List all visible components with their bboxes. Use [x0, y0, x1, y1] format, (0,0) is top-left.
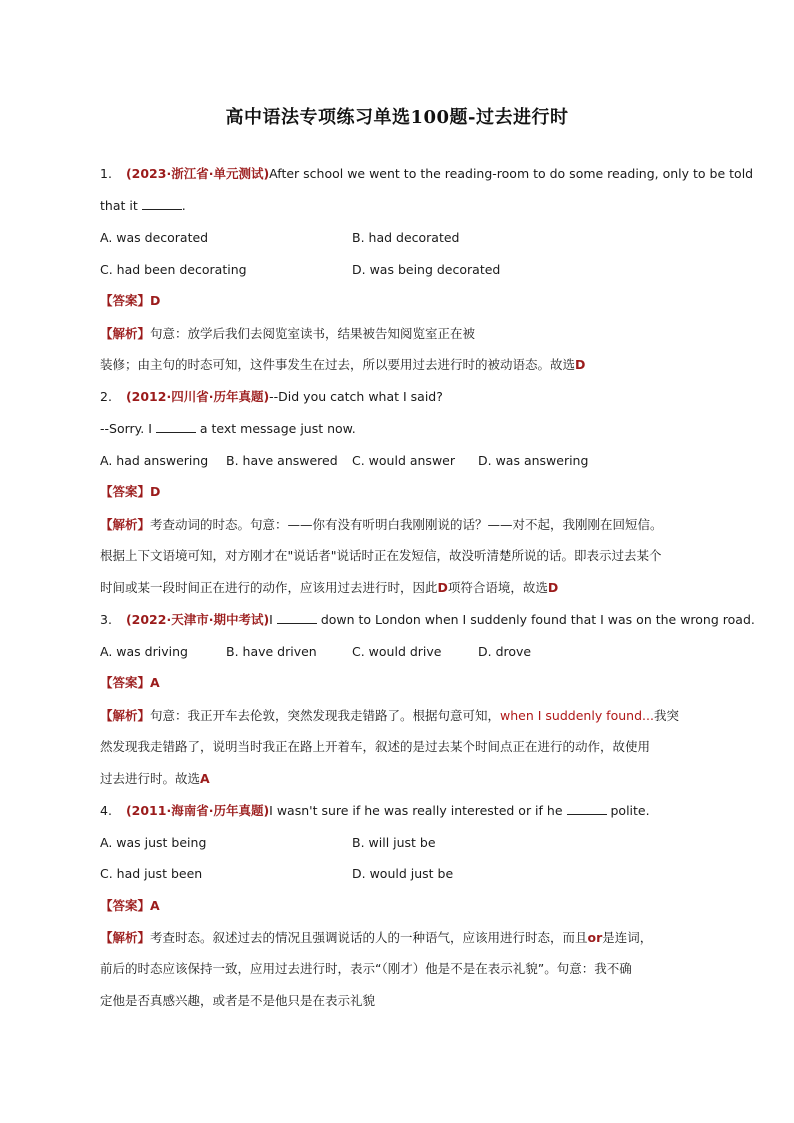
- question-3-stem: [100, 610, 755, 630]
- question-number: 3.: [100, 612, 112, 627]
- option-c: C. would answer: [352, 453, 455, 468]
- answer-blank: [567, 802, 607, 815]
- answer-label: 【答案】: [100, 675, 151, 690]
- page-title: 高中语法专项练习单选100题-过去进行时: [225, 107, 569, 128]
- answer-line: [100, 291, 725, 311]
- explanation-line: [100, 515, 725, 535]
- explanation-text: 根据上下文语境可知，对方刚才在"说话者"说话时正在发短信，故没听清楚所说的话。即表示过去某个: [100, 548, 662, 563]
- explanation-line: [100, 324, 725, 344]
- explanation-label: 【解析】: [100, 930, 151, 945]
- answer-label: 【答案】: [100, 484, 151, 499]
- option-a: A. was driving: [100, 644, 188, 659]
- explanation-text: 考查动词的时态。句意：——你有没有听明白我刚刚说的话？——对不起，我刚刚在回短信。: [150, 517, 663, 532]
- option-d: D. was being decorated: [352, 262, 501, 277]
- explanation-answer: D: [437, 580, 448, 595]
- question-number: 4.: [100, 803, 112, 818]
- question-text: polite.: [610, 803, 650, 818]
- answer-blank: [277, 611, 317, 624]
- answer-value: A: [150, 898, 160, 913]
- option-d: D. drove: [478, 644, 532, 659]
- question-source: (2022·天津市·期中考试): [125, 612, 270, 627]
- answer-value: D: [150, 484, 161, 499]
- explanation-line: [100, 959, 725, 979]
- explanation-text: 句意：我正开车去伦敦，突然发现我走错路了。根据句意可知，: [150, 708, 501, 723]
- question-source: (2023·浙江省·单元测试): [125, 166, 270, 181]
- explanation-text: 考查时态。叙述过去的情况且强调说话的人的一种语气，应该用进行时态，而且: [150, 930, 588, 945]
- answer-value: A: [150, 675, 160, 690]
- answer-blank: [156, 420, 196, 433]
- explanation-text: 前后的时态应该保持一致，应用过去进行时，表示“（刚才）他是不是在表示礼貌”。句意：我不确: [100, 961, 632, 976]
- answer-line: [100, 673, 725, 693]
- question-2-stem: [100, 387, 725, 407]
- question-number: 1.: [100, 166, 112, 181]
- question-2-stem-cont: [100, 419, 725, 439]
- question-text: that it: [100, 198, 138, 213]
- option-a: A. was decorated: [100, 230, 209, 245]
- option-d: D. would just be: [352, 866, 454, 881]
- option-a: A. was just being: [100, 835, 207, 850]
- question-source: (2012·四川省·历年真题): [125, 389, 270, 404]
- question-text: I wasn't sure if he was really interested or if he: [269, 803, 563, 818]
- answer-label: 【答案】: [100, 293, 151, 308]
- explanation-text: 过去进行时。故选: [100, 771, 201, 786]
- explanation-line: [100, 737, 725, 757]
- question-text: down to London when I suddenly found that I was on the wrong road.: [320, 612, 755, 627]
- explanation-line: [100, 769, 725, 789]
- question-4-stem: [100, 801, 725, 821]
- explanation-label: 【解析】: [100, 517, 151, 532]
- question-text: .: [181, 198, 186, 213]
- explanation-keyword: or: [587, 930, 603, 945]
- explanation-line: [100, 706, 725, 726]
- option-a: A. had answering: [100, 453, 209, 468]
- explanation-line: [100, 355, 725, 375]
- explanation-answer: A: [200, 771, 210, 786]
- explanation-text: 时间或某一段时间正在进行的动作，应该用过去进行时，因此: [100, 580, 438, 595]
- explanation-line: [100, 546, 725, 566]
- option-b: B. have answered: [226, 453, 338, 468]
- question-text: --Sorry. I: [100, 421, 152, 436]
- option-c: C. had been decorating: [100, 262, 247, 277]
- answer-label: 【答案】: [100, 898, 151, 913]
- option-b: B. will just be: [352, 835, 436, 850]
- explanation-answer: D: [575, 357, 586, 372]
- question-text: --Did you catch what I said?: [269, 389, 443, 404]
- option-c: C. had just been: [100, 866, 203, 881]
- answer-line: [100, 482, 725, 502]
- explanation-text: 装修；由主句的时态可知，这件事发生在过去，所以要用过去进行时的被动语态。故选: [100, 357, 576, 372]
- question-text: I: [269, 612, 273, 627]
- question-text: After school we went to the reading-room to do some reading, only to be told: [269, 166, 754, 181]
- explanation-text: 句意：放学后我们去阅览室读书，结果被告知阅览室正在被: [150, 326, 476, 341]
- question-text: a text message just now.: [199, 421, 356, 436]
- option-b: B. have driven: [226, 644, 317, 659]
- explanation-label: 【解析】: [100, 326, 151, 341]
- explanation-text: 定他是否真感兴趣，或者是不是他只是在表示礼貌: [100, 993, 376, 1008]
- question-source: (2011·海南省·历年真题): [125, 803, 270, 818]
- explanation-line: [100, 578, 725, 598]
- option-c: C. would drive: [352, 644, 442, 659]
- answer-line: [100, 896, 725, 916]
- option-b: B. had decorated: [352, 230, 460, 245]
- option-d: D. was answering: [478, 453, 589, 468]
- answer-value: D: [150, 293, 161, 308]
- explanation-line: [100, 991, 725, 1011]
- explanation-text: 项符合语境，故选: [447, 580, 548, 595]
- answer-blank: [142, 197, 182, 210]
- question-number: 2.: [100, 389, 112, 404]
- explanation-answer: D: [547, 580, 559, 595]
- explanation-text: 是连词，: [602, 930, 653, 945]
- explanation-highlight: when I suddenly found...: [500, 708, 654, 723]
- question-1-stem-cont: [100, 196, 725, 216]
- explanation-text: 然发现我走错路了，说明当时我正在路上开着车，叙述的是过去某个时间点正在进行的动作，故使用: [100, 739, 651, 754]
- question-1-stem: [100, 164, 754, 184]
- explanation-line: [100, 928, 725, 948]
- explanation-text: 我突: [653, 708, 679, 723]
- explanation-label: 【解析】: [100, 708, 151, 723]
